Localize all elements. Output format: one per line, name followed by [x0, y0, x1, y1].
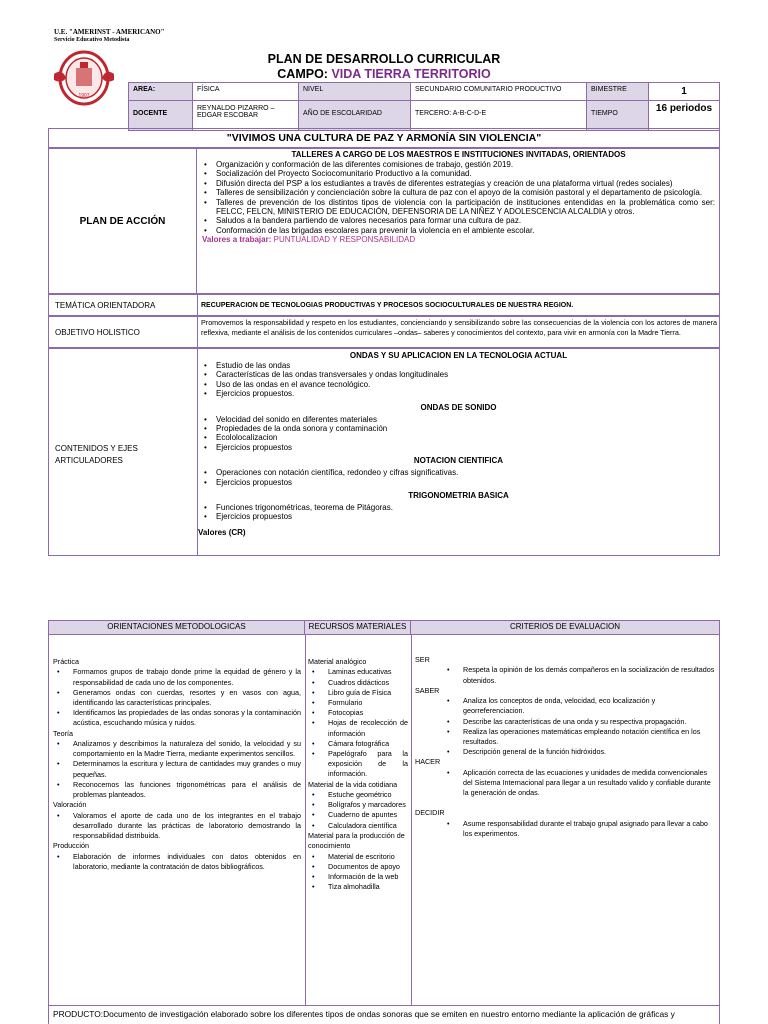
list-item: • Ejercicios propuestos: [198, 478, 719, 487]
list-item: • Conformación de las brigadas escolares para prevenir la violencia en el ambiente escolar.: [198, 226, 715, 235]
list-item: • Documentos de apoyo: [308, 862, 408, 872]
docente-label: DOCENTE: [129, 101, 193, 131]
section4-title: TRIGONOMETRIA BASICA: [408, 491, 509, 501]
objetivo-row: [48, 316, 720, 348]
section2-title: ONDAS DE SONIDO: [420, 402, 497, 412]
list-item: • Analizamos y describimos la naturaleza del sonido, la velocidad y su comportamiento en la Madre Tierra, mediante experimentos sencillos.: [53, 739, 301, 759]
hacer-label: HACER: [415, 757, 441, 767]
campo-title: [0, 67, 768, 81]
col2-divider: [411, 635, 412, 1005]
list-item: • Ejercicios propuestos: [198, 443, 719, 452]
plan-values-label: Valores a trabajar:: [202, 235, 272, 245]
list-item: • Estudio de las ondas: [198, 361, 719, 370]
motto-row: [48, 128, 720, 148]
producto-divider: [49, 1005, 719, 1006]
campo-label: CAMPO:: [277, 67, 328, 81]
mat2-list: [308, 790, 408, 831]
col2-content: [308, 657, 408, 892]
list-item: • Organización y conformación de las diferentes comisiones de trabajo, gestión 2019.: [198, 160, 715, 169]
list-item: • Información de la web: [308, 872, 408, 882]
contenidos-label: [55, 443, 138, 467]
list-item: • Difusión directa del PSP a los estudiantes a través de diferentes estrategias y creación de una plataforma virtual (redes sociales): [198, 179, 715, 188]
list-item: • Operaciones con notación científica, redondeo y cifras significativas.: [198, 468, 719, 477]
list-item: • Fotocopias: [308, 708, 408, 718]
school-name: U.E. "AMERINST - AMERICANO": [54, 28, 165, 36]
list-item: • Socialización del Proyecto Sociocomunitario Productivo a la comunidad.: [198, 169, 715, 178]
anio-label: AÑO DE ESCOLARIDAD: [299, 101, 411, 131]
motto-text: "VIVIMOS UNA CULTURA DE PAZ Y ARMONÍA SIN VIOLENCIA": [226, 132, 542, 144]
contenidos-label-line1: CONTENIDOS Y EJES: [55, 444, 138, 453]
mat1-list: [308, 667, 408, 779]
plan-items-list: [198, 160, 719, 235]
list-item: • Generamos ondas con cuerdas, resortes y en vasos con agua, identificando las características principales.: [53, 688, 301, 708]
list-item: • Velocidad del sonido en diferentes materiales: [198, 415, 719, 424]
produccion-list: [53, 852, 301, 872]
col3-header: CRITERIOS DE EVALUACION: [411, 621, 719, 635]
list-item: • Laminas educativas: [308, 667, 408, 677]
list-item: • Papelógrafo para la exposición de la información.: [308, 749, 408, 780]
col2-header: RECURSOS MATERIALES: [305, 621, 411, 635]
list-item: • Aplicación correcta de las ecuaciones y unidades de medida convencionales del Sistema Internacional para llegar a un resultado valido y confiable durante la generación de ondas.: [443, 768, 717, 799]
producto-row: [53, 1007, 717, 1021]
list-item: • Cámara fotográfica: [308, 739, 408, 749]
area-label: AREA:: [129, 83, 193, 101]
list-item: • Talleres de prevención de los distintos tipos de violencia con la participación de instituciones entendidas en la problemática como ser: FELCC, FELCN, MINISTERIO DE EDUCACIÓN, DEFENSORIA DE LA NIÑEZ Y ADOLESCENCIA ALCALDIA y otros.: [198, 198, 715, 217]
list-item: • Asume responsabilidad durante el trabajo grupal asignado para llevar a cabo los experimentos.: [443, 819, 717, 839]
saber-list: [415, 696, 717, 757]
svg-text:1907: 1907: [78, 93, 90, 99]
contenidos-label-line2: ARTICULADORES: [55, 456, 123, 465]
hacer-list: [415, 768, 717, 799]
info-table: [128, 82, 720, 131]
plan-heading: TALLERES A CARGO DE LOS MAESTROS E INSTITUCIONES INVITADAS, ORIENTADOS: [291, 150, 626, 159]
list-item: • Funciones trigonométricas, teorema de Pitágoras.: [198, 503, 719, 512]
mat1-label: Material analógico: [308, 657, 367, 666]
list-item: • Cuaderno de apuntes: [308, 810, 408, 820]
valores-cr-label: Valores (CR): [198, 527, 246, 537]
area-value: FÍSICA: [193, 83, 299, 101]
decidir-label: DECIDIR: [415, 808, 445, 818]
list-item: • Características de las ondas transversales y ondas longitudinales: [198, 370, 719, 379]
decidir-list: [415, 819, 717, 839]
bimestre-label: BIMESTRE: [587, 83, 649, 101]
valoracion-label: Valoración: [53, 800, 87, 810]
producto-value: Documento de investigación elaborado sobre los diferentes tipos de ondas sonoras que se emiten en nuestro entorno mediante la aplicación de gráficas y: [103, 1009, 675, 1019]
nivel-value: SECUNDARIO COMUNITARIO PRODUCTIVO: [411, 83, 587, 101]
objetivo-value: Promovemos la responsabilidad y respeto en los estudiantes, concienciando y sensibilizando sobre las consecuencias de la violencia con los actores de manera reflexiva, mediante el análisis de los contenidos curriculares –ondas– saberes y conocimientos del contexto, para vivir en armonía con la Madre Tierra.: [201, 318, 717, 337]
section3-title: NOTACION CIENTIFICA: [413, 456, 504, 466]
producto-label: PRODUCTO:: [53, 1009, 104, 1019]
list-item: • Cuadros didácticos: [308, 678, 408, 688]
list-item: • Hojas de recolección de información: [308, 718, 408, 738]
section1-list: [198, 361, 719, 399]
ser-label: SER: [415, 655, 430, 664]
practica-label: Práctica: [53, 657, 79, 666]
teoria-label: Teoría: [53, 728, 73, 738]
list-item: • Uso de las ondas en el avance tecnológico.: [198, 380, 719, 389]
campo-value: VIDA TIERRA TERRITORIO: [331, 67, 491, 81]
section3-list: [198, 468, 719, 487]
mat2-label: Material de la vida cotidiana: [308, 779, 398, 789]
school-header: [54, 28, 165, 44]
bottom-table: [48, 620, 720, 1024]
col1-divider: [305, 635, 306, 1005]
list-item: • Talleres de sensibilización y concienciación sobre la cultura de paz con el apoyo de la comisión pastoral y el departamento de psicología.: [198, 188, 715, 197]
list-item: • Tiza almohadilla: [308, 882, 408, 892]
plan-row: [48, 148, 720, 294]
plan-values-value: PUNTUALIDAD Y RESPONSABILIDAD: [273, 235, 416, 245]
list-item: • Propiedades de la onda sonora y contaminación: [198, 424, 719, 433]
list-item: • Elaboración de informes individuales con datos obtenidos en laboratorio, mediante la contratación de datos bibliográficos.: [53, 852, 301, 872]
docente-value: REYNALDO PIZARRO – EDGAR ESCOBAR: [193, 101, 299, 131]
list-item: • Descripción general de la función hidróxidos.: [443, 747, 717, 757]
col1-content: [53, 657, 301, 872]
section1-title: ONDAS Y SU APLICACION EN LA TECNOLOGIA ACTUAL: [349, 351, 568, 360]
saber-label: SABER: [415, 685, 440, 695]
valoracion-list: [53, 811, 301, 842]
list-item: • Identificamos las propiedades de las ondas sonoras y la contaminación acústica, escuchando música y ruidos.: [53, 708, 301, 728]
list-item: • Ejercicios propuestos: [198, 512, 719, 521]
list-item: • Ejercicios propuestos.: [198, 389, 719, 398]
school-service: Servicio Educativo Metodista: [54, 37, 130, 43]
plan-values: [198, 235, 719, 245]
bimestre-value: 1: [649, 83, 720, 101]
teoria-list: [53, 739, 301, 800]
plan-content: [198, 150, 719, 245]
mat3-list: [308, 852, 408, 893]
practica-list: [53, 667, 301, 728]
list-item: • Bolígrafos y marcadores: [308, 800, 408, 810]
nivel-label: NIVEL: [299, 83, 411, 101]
tematica-value: RECUPERACION DE TECNOLOGIAS PRODUCTIVAS Y PROCESOS SOCIOCULTURALES DE NUESTRA REGION.: [201, 302, 574, 309]
col3-content: [415, 655, 717, 839]
list-item: • Estuche geométrico: [308, 790, 408, 800]
list-item: • Describe las características de una onda y su respectiva propagación.: [443, 717, 717, 727]
contenidos-row: [48, 348, 720, 556]
list-item: • Ecololocalizacion: [198, 433, 719, 442]
col1-header: ORIENTACIONES METODOLOGICAS: [49, 621, 305, 635]
list-item: • Formulario: [308, 698, 408, 708]
plan-label: PLAN DE ACCIÓN: [49, 149, 197, 293]
list-item: • Determinamos la escritura y lectura de cantidades muy grandes o muy pequeñas.: [53, 759, 301, 779]
produccion-label: Producción: [53, 841, 89, 851]
mat3-label: Material para la producción de conocimiento: [308, 830, 405, 851]
objetivo-divider: [197, 317, 198, 347]
list-item: • Respeta la opinión de los demás compañeros en la socialización de resultados obtenidos.: [443, 665, 717, 685]
list-item: • Libro guía de Física: [308, 688, 408, 698]
list-item: • Formamos grupos de trabajo donde prime la equidad de género y la responsabilidad de cada uno de los componentes.: [53, 667, 301, 687]
contenidos-content: [198, 351, 719, 537]
list-item: • Reconocemos las funciones trigonométricas para el análisis de problemas planteados.: [53, 780, 301, 800]
tiempo-label: TIEMPO: [587, 101, 649, 131]
objetivo-label: OBJETIVO HOLISTICO: [55, 328, 140, 337]
tematica-row: [48, 294, 720, 316]
anio-value: TERCERO: A-B-C-D-E: [411, 101, 587, 131]
tematica-divider: [197, 295, 198, 315]
ser-list: [415, 665, 717, 685]
section2-list: [198, 415, 719, 453]
page-title: PLAN DE DESARROLLO CURRICULAR: [267, 52, 501, 66]
list-item: • Calculadora científica: [308, 821, 408, 831]
section4-list: [198, 503, 719, 522]
tematica-label: TEMÁTICA ORIENTADORA: [55, 301, 156, 310]
list-item: • Analiza los conceptos de onda, velocidad, eco localización y georreferenciacion.: [443, 696, 717, 716]
tiempo-value: 16 periodos: [649, 101, 720, 131]
list-item: • Saludos a la bandera partiendo de valores necesarios para formar una cultura de paz.: [198, 216, 715, 225]
list-item: • Material de escritorio: [308, 852, 408, 862]
list-item: • Valoramos el aporte de cada uno de los integrantes en el trabajo desarrollado durante las prácticas de laboratorio demostrando la responsabilidad distribuida.: [53, 811, 301, 842]
list-item: • Realiza las operaciones matemáticas empleando notación científica en los resultados.: [443, 727, 717, 747]
